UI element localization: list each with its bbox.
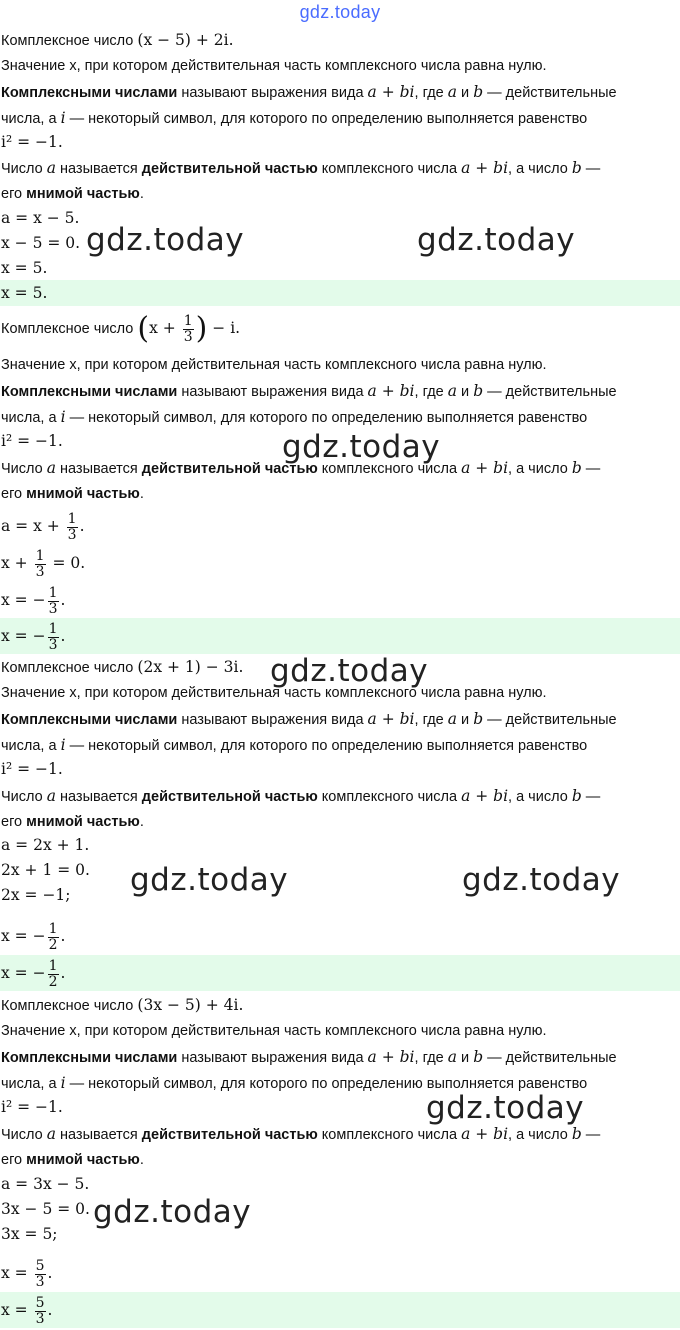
task1-step2: x − 5 = 0. <box>1 234 81 252</box>
task3-title: Комплексное число (2x + 1) − 3i. <box>1 658 244 676</box>
task3-step1: a = 2x + 1. <box>1 836 90 854</box>
task3-i2-eq: i² = −1. <box>1 760 63 778</box>
task2-imag-line: его мнимой частью. <box>1 486 144 502</box>
task1-i2-eq: i² = −1. <box>1 133 63 151</box>
task2-def-line2: числа, а i — некоторый символ, для которого по определению выполняется равенство <box>1 408 588 426</box>
watermark: gdz.today <box>417 222 576 258</box>
task1-title: Комплексное число (x − 5) + 2i. <box>1 31 234 49</box>
watermark: gdz.today <box>426 1090 585 1126</box>
header-watermark: gdz.today <box>299 2 381 22</box>
task3-def-line1: Комплексными числами называют выражения вида a + bi, где a и b — действительные <box>1 710 617 728</box>
task2-answer: x = − $\frac{1}{3}$ . <box>0 618 680 654</box>
task4-def-line2: числа, а i — некоторый символ, для которого по определению выполняется равенство <box>1 1074 588 1092</box>
task4-step1: a = 3x − 5. <box>1 1175 90 1193</box>
task2-step2: x + $\frac{1}{3}$ = 0. <box>1 547 86 580</box>
task2-title: Комплексное число (x + $\frac{1}{3}$ ) − i. <box>1 311 241 347</box>
task2-step1: a = x + $\frac{1}{3}$ . <box>1 510 85 543</box>
watermark: gdz.today <box>462 862 621 898</box>
task4-step2: 3x − 5 = 0. <box>1 1200 90 1218</box>
task3-value-line: Значение x, при котором действительная часть комплексного числа равна нулю. <box>1 685 547 701</box>
task1-def-line2: числа, а i — некоторый символ, для которого по определению выполняется равенство <box>1 109 588 127</box>
task2-def-line1: Комплексными числами называют выражения вида a + bi, где a и b — действительные <box>1 382 617 400</box>
task4-i2-eq: i² = −1. <box>1 1098 63 1116</box>
watermark: gdz.today <box>130 862 289 898</box>
task3-imag-line: его мнимой частью. <box>1 814 144 830</box>
task4-step4: x = $\frac{5}{3}$ . <box>1 1257 53 1290</box>
watermark: gdz.today <box>282 429 441 465</box>
task4-imag-line: его мнимой частью. <box>1 1152 144 1168</box>
task3-step2: 2x + 1 = 0. <box>1 861 90 879</box>
task3-def-line2: числа, а i — некоторый символ, для которого по определению выполняется равенство <box>1 736 588 754</box>
task4-def-line1: Комплексными числами называют выражения вида a + bi, где a и b — действительные <box>1 1048 617 1066</box>
watermark: gdz.today <box>270 653 429 689</box>
task1-step3: x = 5. <box>1 259 48 277</box>
task1-imag-line: его мнимой частью. <box>1 186 144 202</box>
task2-step3: x = − $\frac{1}{3}$ . <box>1 584 66 617</box>
task2-value-line: Значение x, при котором действительная часть комплексного числа равна нулю. <box>1 357 547 373</box>
task2-real-line: Число a называется действительной частью комплексного числа a + bi, а число b — <box>1 459 601 477</box>
task1-answer: x = 5. <box>0 280 680 306</box>
task4-answer: x = $\frac{5}{3}$ . <box>0 1292 680 1328</box>
task1-def-line1: Комплексными числами называют выражения вида a + bi, где a и b — действительные <box>1 83 617 101</box>
task1-value-line: Значение x, при котором действительная часть комплексного числа равна нулю. <box>1 58 547 74</box>
task3-step3: 2x = −1; <box>1 886 71 904</box>
task3-answer: x = − $\frac{1}{2}$ . <box>0 955 680 991</box>
task4-step3: 3x = 5; <box>1 1225 58 1243</box>
task2-i2-eq: i² = −1. <box>1 432 63 450</box>
task4-real-line: Число a называется действительной частью комплексного числа a + bi, а число b — <box>1 1125 601 1143</box>
task4-title: Комплексное число (3x − 5) + 4i. <box>1 996 244 1014</box>
task4-value-line: Значение x, при котором действительная часть комплексного числа равна нулю. <box>1 1023 547 1039</box>
watermark: gdz.today <box>86 222 245 258</box>
task3-real-line: Число a называется действительной частью комплексного числа a + bi, а число b — <box>1 787 601 805</box>
watermark: gdz.today <box>93 1194 252 1230</box>
task1-real-line: Число a называется действительной частью комплексного числа a + bi, а число b — <box>1 159 601 177</box>
task1-step1: a = x − 5. <box>1 209 80 227</box>
task3-step4: x = − $\frac{1}{2}$ . <box>1 920 66 953</box>
